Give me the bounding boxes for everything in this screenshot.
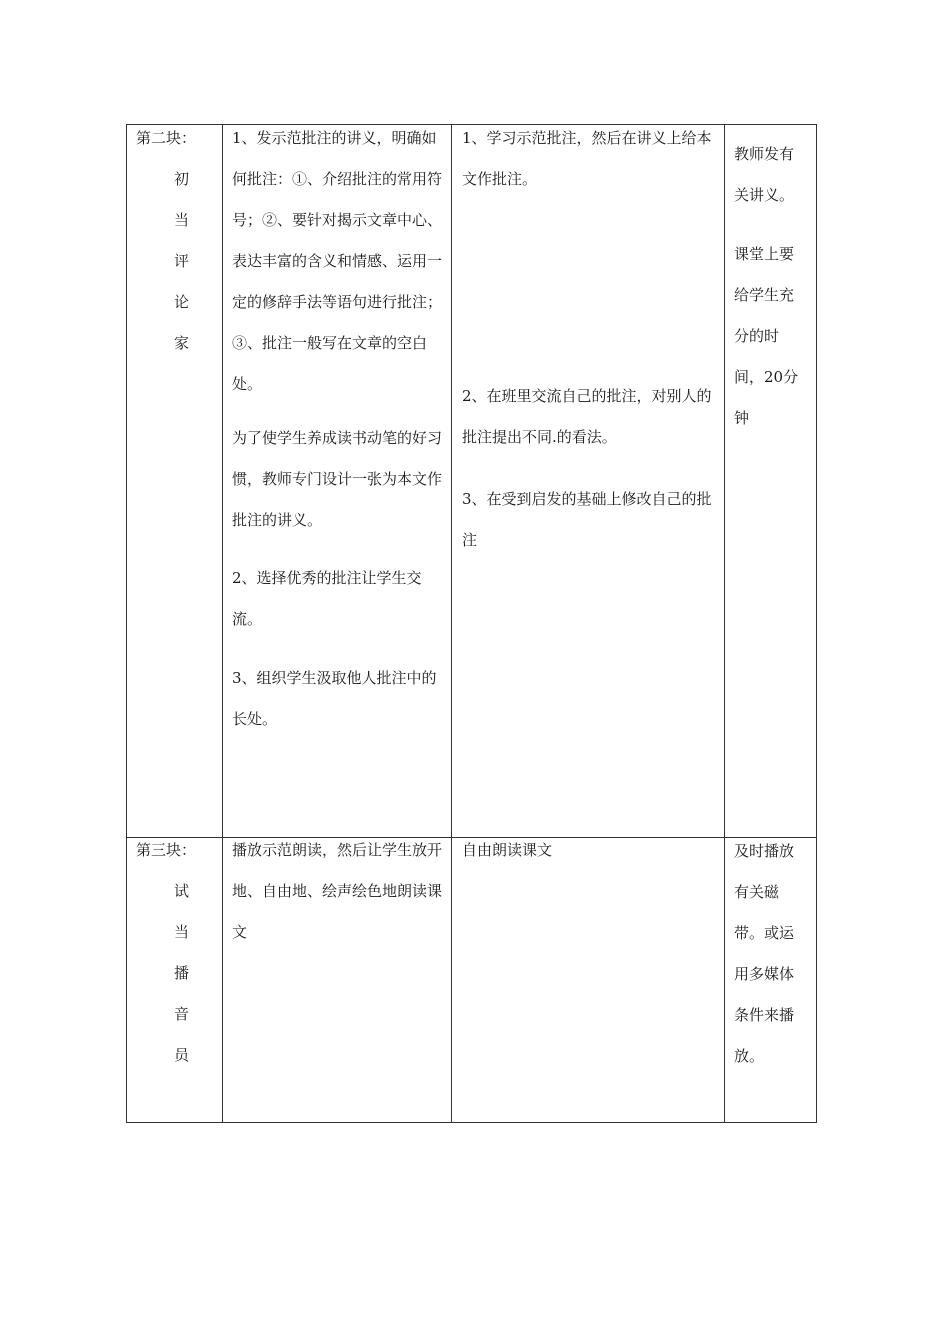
block-cell xyxy=(127,125,223,838)
teacher-activity-paragraph: 为了使学生养成读书动笔的好习惯，教师专门设计一张为本文作批注的讲义。 xyxy=(232,429,443,529)
teacher-activity-paragraph: 1、发示范批注的讲义，明确如何批注：①、介绍批注的常用符号；②、要针对揭示文章中心、表达丰富的含义和情感、运用一定的修辞手法等语句进行批注；③、批注一般写在文章的空白处。 xyxy=(232,129,443,393)
block-label: 第三块： xyxy=(136,841,197,859)
block-cell xyxy=(127,838,223,1123)
student-activity-paragraph: 3、在受到启发的基础上修改自己的批注 xyxy=(462,490,712,549)
block-label: 第二块： xyxy=(136,129,197,147)
block-name: 初当评论家 xyxy=(174,170,202,352)
teacher-activity-paragraph: 播放示范朗读，然后让学生放开地、自由地、绘声绘色地朗读课文 xyxy=(232,841,443,941)
table-row xyxy=(127,125,817,838)
student-activity-paragraph: 1、学习示范批注，然后在讲义上给本文作批注。 xyxy=(462,129,712,188)
student-activity-paragraph: 2、在班里交流自己的批注，对别人的批注提出不同.的看法。 xyxy=(462,387,712,446)
notes-cell xyxy=(725,838,817,1123)
student-activity-cell xyxy=(452,125,725,838)
block-name: 试当播音员 xyxy=(174,882,202,1064)
teacher-activity-cell xyxy=(223,125,452,838)
table-row xyxy=(127,838,817,1123)
teacher-activity-paragraph: 2、选择优秀的批注让学生交流。 xyxy=(232,569,422,628)
student-activity-cell xyxy=(452,838,725,1123)
teacher-activity-cell xyxy=(223,838,452,1123)
notes-paragraph: 教师发有关讲义。 xyxy=(734,145,795,204)
student-activity-paragraph: 自由朗读课文 xyxy=(462,841,553,859)
notes-paragraph: 课堂上要给学生充分的时间，20分钟 xyxy=(734,245,799,427)
notes-paragraph: 及时播放有关磁带。或运用多媒体条件来播放。 xyxy=(734,842,795,1065)
teacher-activity-paragraph: 3、组织学生汲取他人批注中的长处。 xyxy=(232,669,437,728)
lesson-plan-table xyxy=(126,124,817,1123)
notes-cell xyxy=(725,125,817,838)
